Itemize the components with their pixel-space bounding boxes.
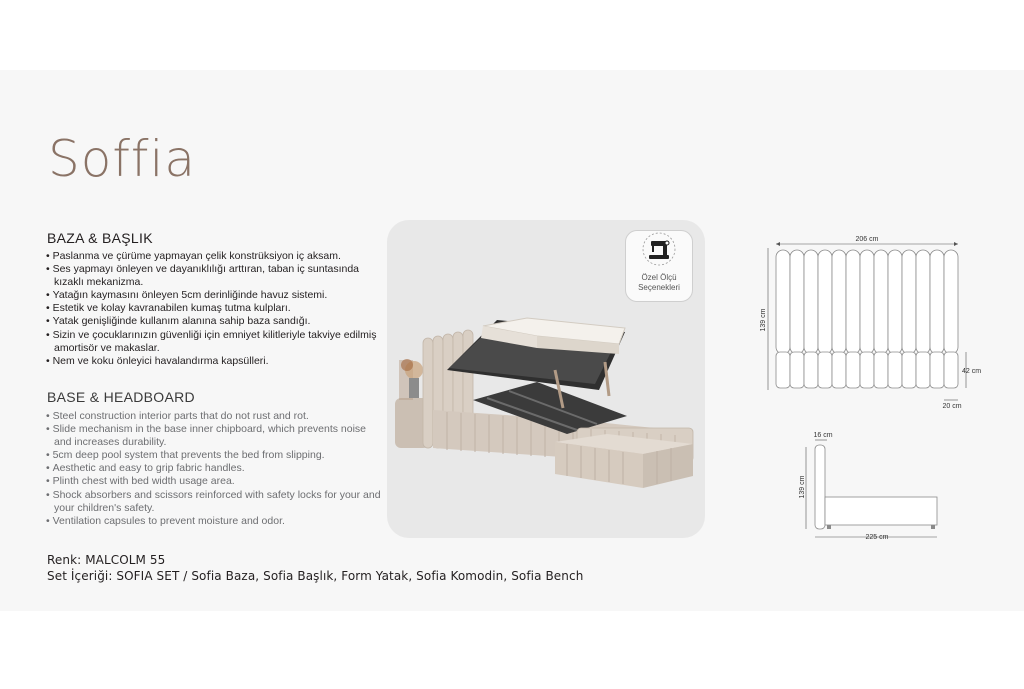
list-item: • Aesthetic and easy to grip fabric handles. [46,462,386,475]
list-item: • 5cm deep pool system that prevents the bed from slipping. [46,449,386,462]
list-item: • Plinth chest with bed width usage area. [46,475,386,488]
color-info: Renk: MALCOLM 55 [47,553,166,567]
front-height-label: 139 cm [760,308,767,332]
sewing-machine-icon [639,254,679,271]
side-depth-label: 16 cm [813,432,833,439]
front-base-height-label: 42 cm [962,368,982,375]
product-photo [387,220,705,538]
badge-line-1: Özel Ölçü [641,273,677,282]
product-title: Soffia [48,130,197,188]
list-item: • Slide mechanism in the base inner chipboard, which prevents noise and increases durability. [46,423,386,449]
side-length-label: 225 cm [865,534,889,541]
list-item: • Paslanma ve çürüme yapmayan çelik konstrüksiyon iç aksam. [46,250,386,263]
list-item: • Sizin ve çocuklarınızın güvenliği için emniyet kilitleriyle takviye edilmiş amortisör ve makaslar. [46,329,386,355]
list-item: • Yatağın kaymasını önleyen 5cm derinliğinde havuz sistemi. [46,289,386,302]
set-contents: Set İçeriği: SOFIA SET / Sofia Baza, Sofia Başlık, Form Yatak, Sofia Komodin, Sofia Bench [47,569,584,583]
list-item: • Yatak genişliğinde kullanım alanına sahip baza sandığı. [46,315,386,328]
side-dimension-drawing [797,425,947,550]
list-item: • Ventilation capsules to prevent moisture and odor. [46,515,386,528]
feature-list-en [46,410,386,528]
feature-list-tr [46,250,386,368]
list-item: • Estetik ve kolay kavranabilen kumaş tutma kulpları. [46,302,386,315]
list-item: • Steel construction interior parts that do not rust and rot. [46,410,386,423]
front-leg-label: 20 cm [942,403,962,410]
front-width-label: 206 cm [855,236,879,243]
list-item: • Ses yapmayı önleyen ve dayanıklılığı arttıran, taban iç suntasında kızaklı mekanizma. [46,263,386,289]
list-item: • Shock absorbers and scissors reinforced with safety locks for your and your children's safety. [46,489,386,515]
badge-line-2: Seçenekleri [638,283,680,292]
front-dimension-drawing [762,232,1002,417]
custom-size-badge [625,230,693,302]
section-heading-en: BASE & HEADBOARD [47,389,195,405]
list-item: • Nem ve koku önleyici havalandırma kapsülleri. [46,355,386,368]
section-heading-tr: BAZA & BAŞLIK [47,230,153,246]
side-height-label: 139 cm [799,475,806,499]
